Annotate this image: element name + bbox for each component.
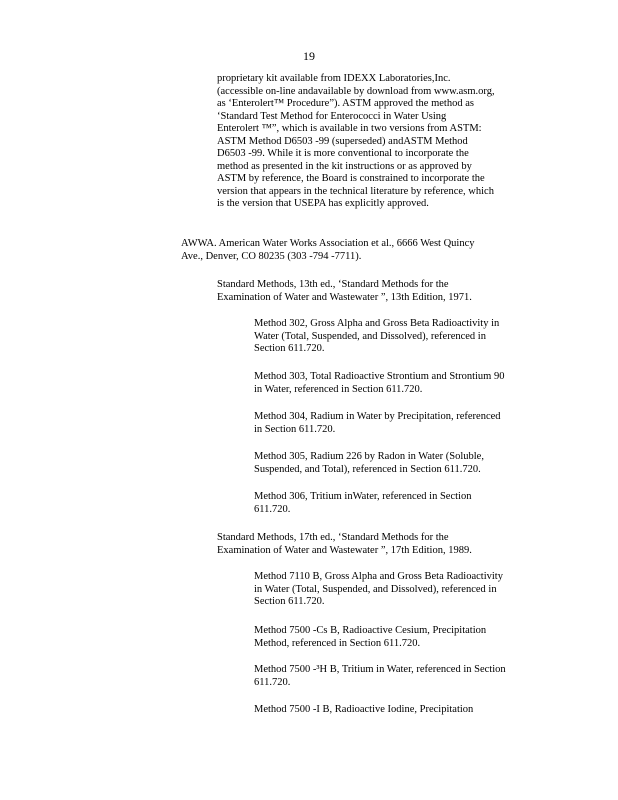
text-line: proprietary kit available from IDEXX Laboratories,Inc. — [217, 73, 451, 84]
text-line: (accessible on-line andavailable by download from www.asm.org, — [217, 85, 495, 97]
text-line: Ave., Denver, CO 80235 (303 -794 -7711). — [181, 250, 362, 262]
text-line: in Section 611.720. — [254, 423, 336, 435]
text-line: Section 611.720. — [254, 343, 325, 354]
method-entry — [254, 411, 538, 436]
text-line: Standard Methods, 17th ed., ‘Standard Methods for the — [217, 532, 449, 543]
text-line: Method 305, Radium 226 by Radon in Water (Soluble, — [254, 451, 484, 462]
text-line: Method 7110 B, Gross Alpha and Gross Beta Radioactivity — [254, 571, 503, 582]
text-line: as ‘Enterolert™ Procedure”). ASTM approved the method as — [217, 98, 474, 109]
text-line: Section 611.720. — [254, 596, 325, 607]
text-line: Examination of Water and Wastewater ”, 17th Edition, 1989. — [217, 544, 472, 556]
method-entry — [254, 625, 538, 650]
text-line: Method 302, Gross Alpha and Gross Beta Radioactivity in — [254, 318, 500, 329]
method-entry — [254, 451, 538, 476]
text-line: Examination of Water and Wastewater ”, 13th Edition, 1971. — [217, 291, 472, 303]
method-entry — [254, 571, 538, 609]
text-line: Method 304, Radium in Water by Precipitation, referenced — [254, 411, 501, 422]
method-entry — [254, 704, 538, 717]
text-line: in Water, referenced in Section 611.720. — [254, 383, 423, 395]
method-entry — [254, 491, 538, 516]
text-line: ASTM by reference, the Board is constrained to incorporate the — [217, 173, 485, 184]
text-line: is the version that USEPA has explicitly approved. — [217, 198, 429, 209]
text-line: Suspended, and Total), referenced in Section 611.720. — [254, 463, 481, 475]
text-line: Method 7500 -³H B, Tritium in Water, referenced in Section — [254, 664, 506, 675]
idexx-paragraph — [217, 73, 529, 211]
text-line: Standard Methods, 13th ed., ‘Standard Methods for the — [217, 279, 449, 290]
text-line: ASTM Method D6503 -99 (superseded) andASTM Method — [217, 135, 468, 147]
method-entry — [254, 318, 538, 356]
text-line: version that appears in the technical literature by reference, which — [217, 185, 494, 197]
awwa-reference — [181, 238, 525, 263]
text-line: D6503 -99. While it is more conventional to incorporate the — [217, 148, 469, 159]
text-line: 611.720. — [254, 503, 291, 515]
text-line: 611.720. — [254, 676, 291, 688]
text-line: Enterolert ™”, which is available in two versions from ASTM: — [217, 123, 482, 134]
text-line: Method 303, Total Radioactive Strontium and Strontium 90 — [254, 371, 505, 382]
page-number: 19 — [303, 49, 315, 63]
edition-title — [217, 532, 507, 557]
text-line: Method 306, Tritium inWater, referenced in Section — [254, 491, 472, 502]
method-entry — [254, 664, 538, 689]
text-line: Method 7500 -Cs B, Radioactive Cesium, Precipitation — [254, 625, 487, 636]
text-line: Method, referenced in Section 611.720. — [254, 637, 421, 649]
text-line: method as presented in the kit instructions or as approved by — [217, 160, 472, 172]
edition-title — [217, 279, 507, 304]
text-line: Water (Total, Suspended, and Dissolved), referenced in — [254, 330, 486, 342]
text-line: ‘Standard Test Method for Enterococci in Water Using — [217, 110, 447, 122]
text-line: in Water (Total, Suspended, and Dissolved), referenced in — [254, 583, 497, 595]
text-line: Method 7500 -I B, Radioactive Iodine, Precipitation — [254, 704, 474, 715]
method-entry — [254, 371, 538, 396]
text-line: AWWA. American Water Works Association et al., 6666 West Quincy — [181, 238, 475, 249]
